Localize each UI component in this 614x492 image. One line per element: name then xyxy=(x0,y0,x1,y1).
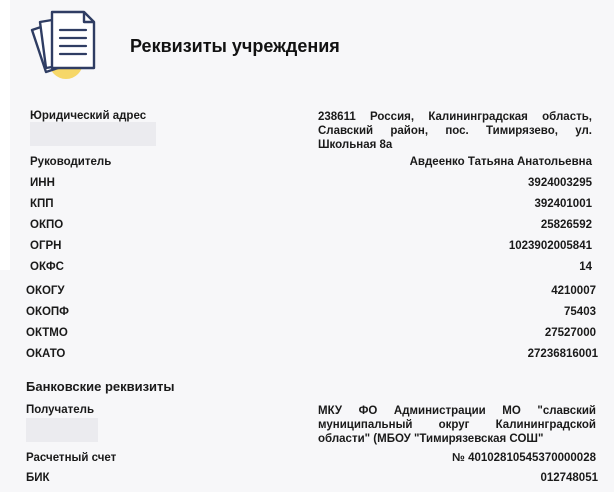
row-value: 238611 Россия, Калининградская область, Славский район, пос. Тимирязево, ул. Школьная 8а xyxy=(318,111,592,151)
row-value: 25826592 xyxy=(540,219,592,231)
row-value: 4210007 xyxy=(551,285,596,297)
row-value: 1023902005841 xyxy=(508,240,592,252)
row-value: МКУ ФО Администрации МО "славский муниципальный округ Калининградской области" (МБОУ "Тимирязевская СОШ" xyxy=(318,405,596,445)
row-value: 012748051 xyxy=(540,472,598,484)
row-label: Расчетный счет xyxy=(26,452,117,464)
row-value: 3924003295 xyxy=(528,177,592,189)
row-value: Авдеенко Татьяна Анатольевна xyxy=(409,156,592,168)
row-legal-address xyxy=(30,110,592,150)
row-label: Руководитель xyxy=(30,156,112,168)
row-label: Юридический адрес xyxy=(30,110,147,122)
row-value: 392401001 xyxy=(534,198,592,210)
row-label: ИНН xyxy=(30,177,55,189)
row-label: ОКПО xyxy=(30,219,64,231)
row-label: ОКФС xyxy=(30,261,64,273)
page-title: Реквизиты учреждения xyxy=(130,36,340,56)
placeholder-box xyxy=(30,122,156,146)
row-label: ОКАТО xyxy=(26,348,66,360)
row-value: 14 xyxy=(579,261,592,273)
row-label: Получатель xyxy=(26,404,95,416)
row-recipient xyxy=(26,404,596,446)
row-value: 27236816001 xyxy=(527,348,598,360)
document-stack-icon xyxy=(24,8,108,82)
row-value: № 40102810545370000028 xyxy=(452,452,596,464)
row-value: 27527000 xyxy=(544,327,596,339)
row-label: БИК xyxy=(26,472,50,484)
bank-section-title: Банковские реквизиты xyxy=(26,379,175,394)
placeholder-box xyxy=(26,418,98,442)
row-label: ОГРН xyxy=(30,240,62,252)
row-label: ОКТМО xyxy=(26,327,68,339)
row-label: ОКОГУ xyxy=(26,285,65,297)
row-label: ОКОПФ xyxy=(26,306,69,318)
row-label: КПП xyxy=(30,198,54,210)
row-value: 75403 xyxy=(564,306,596,318)
